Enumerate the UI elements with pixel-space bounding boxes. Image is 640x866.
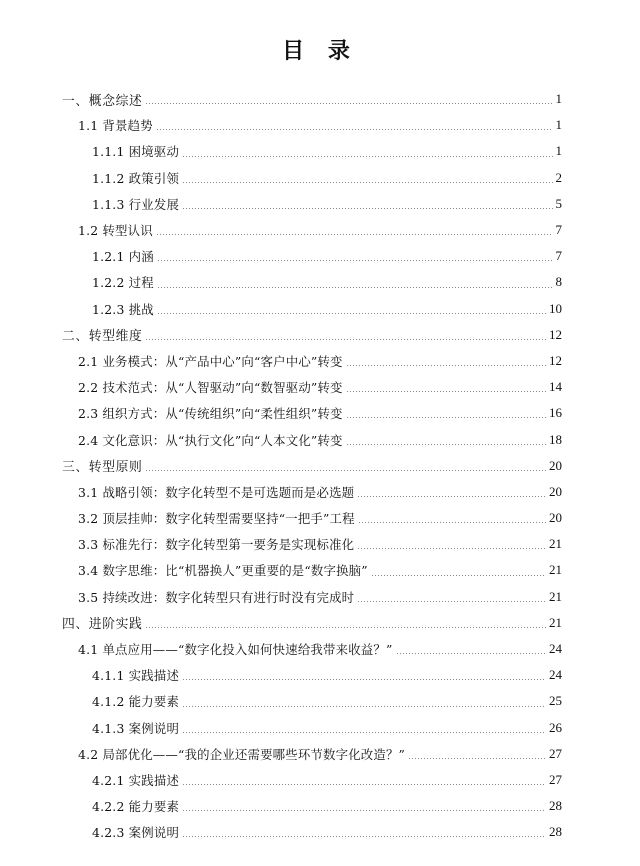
toc-entry[interactable] (0, 348, 640, 374)
toc-page-number: 24 (549, 667, 562, 683)
dot-leader (357, 601, 546, 602)
toc-entry[interactable] (0, 584, 640, 610)
toc-page-number: 10 (549, 300, 562, 316)
toc-entry[interactable] (0, 191, 640, 217)
toc-entry[interactable] (0, 662, 640, 688)
toc-entry[interactable] (0, 453, 640, 479)
toc-entry-title: 4.2 局部优化——“我的企业还需要哪些环节数字化改造？” (78, 746, 406, 762)
dot-leader (182, 732, 546, 733)
dot-leader (156, 129, 553, 130)
toc-entry[interactable] (0, 557, 640, 583)
dot-leader (182, 208, 552, 209)
toc-page-number: 20 (549, 510, 562, 526)
dot-leader (346, 417, 546, 418)
toc-entry-title: 3.2 顶层挂帅：数字化转型需要坚持“一把手”工程 (78, 511, 355, 527)
dot-leader (346, 444, 546, 445)
toc-page-number: 21 (549, 562, 562, 578)
dot-leader (182, 836, 546, 837)
toc-entry[interactable] (0, 479, 640, 505)
page-title: 目 录 (282, 39, 358, 64)
toc-entry-title: 2.1 业务模式：从“产品中心”向“客户中心”转变 (78, 353, 343, 369)
toc-page-number: 12 (549, 326, 562, 342)
toc-entry[interactable] (0, 531, 640, 557)
toc-entry-title: 2.4 文化意识：从“执行文化”向“人本文化”转变 (78, 432, 343, 448)
toc-entry[interactable] (0, 505, 640, 531)
toc-entry-title: 1.1.1 困境驱动 (92, 144, 180, 160)
toc-page-number: 16 (549, 405, 562, 421)
toc-page-number: 28 (549, 824, 562, 840)
toc-entry[interactable] (0, 610, 640, 636)
table-of-contents (0, 86, 640, 845)
dot-leader (182, 156, 552, 157)
toc-entry-title: 2.2 技术范式：从“人智驱动”向“数智驱动”转变 (78, 380, 343, 396)
toc-entry[interactable] (0, 400, 640, 426)
toc-page-number: 20 (549, 483, 562, 499)
dot-leader (145, 627, 546, 628)
toc-entry[interactable] (0, 217, 640, 243)
toc-entry-title: 1.2 转型认识 (78, 223, 153, 239)
toc-entry-title: 1.2.3 挑战 (92, 301, 154, 317)
toc-entry[interactable] (0, 793, 640, 819)
toc-entry[interactable] (0, 296, 640, 322)
toc-entry[interactable] (0, 767, 640, 793)
toc-page-number: 21 (549, 614, 562, 630)
dot-leader (182, 679, 546, 680)
toc-entry-title: 1.2.2 过程 (92, 275, 154, 291)
toc-entry-title: 4.1.2 能力要素 (92, 694, 180, 710)
toc-page-number: 1 (555, 117, 562, 133)
dot-leader (145, 470, 546, 471)
dot-leader (156, 234, 553, 235)
dot-leader (182, 706, 546, 707)
toc-page-number: 28 (549, 798, 562, 814)
toc-entry-title: 三、转型原则 (62, 460, 143, 476)
toc-entry-title: 1.1.3 行业发展 (92, 196, 180, 212)
dot-leader (346, 391, 546, 392)
toc-page-number: 21 (549, 536, 562, 552)
dot-leader (182, 182, 552, 183)
toc-entry-title: 3.5 持续改进：数字化转型只有进行时没有完成时 (78, 589, 355, 605)
toc-page-number: 25 (549, 693, 562, 709)
toc-entry-title: 4.1.3 案例说明 (92, 720, 180, 736)
toc-page-number: 12 (549, 352, 562, 368)
toc-entry[interactable] (0, 688, 640, 714)
toc-page-number: 21 (549, 588, 562, 604)
toc-entry-title: 二、转型维度 (62, 329, 143, 345)
toc-page-number: 5 (555, 195, 562, 211)
toc-page-number: 7 (555, 248, 562, 264)
toc-entry[interactable] (0, 741, 640, 767)
toc-page-number: 1 (555, 91, 562, 107)
dot-leader (145, 339, 546, 340)
toc-entry-title: 4.2.1 实践描述 (92, 772, 180, 788)
toc-entry-title: 1.2.1 内涵 (92, 249, 154, 265)
toc-entry[interactable] (0, 426, 640, 452)
dot-leader (157, 287, 553, 288)
toc-page-number: 7 (555, 222, 562, 238)
toc-page-number: 14 (549, 379, 562, 395)
toc-entry[interactable] (0, 112, 640, 138)
toc-page-number: 27 (549, 745, 562, 761)
toc-entry[interactable] (0, 322, 640, 348)
toc-entry[interactable] (0, 636, 640, 662)
toc-entry-title: 一、概念综述 (62, 93, 143, 109)
toc-entry[interactable] (0, 819, 640, 845)
dot-leader (408, 758, 546, 759)
toc-entry-title: 4.2.2 能力要素 (92, 799, 180, 815)
toc-page-number: 8 (555, 274, 562, 290)
toc-entry-title: 四、进阶实践 (62, 617, 143, 633)
toc-page-number: 27 (549, 771, 562, 787)
dot-leader (182, 784, 546, 785)
dot-leader (396, 653, 546, 654)
toc-entry-title: 1.1.2 政策引领 (92, 170, 180, 186)
toc-entry[interactable] (0, 243, 640, 269)
toc-entry-title: 1.1 背景趋势 (78, 118, 153, 134)
toc-entry[interactable] (0, 715, 640, 741)
toc-entry-title: 4.1.1 实践描述 (92, 668, 180, 684)
toc-page-number: 24 (549, 641, 562, 657)
toc-entry-title: 4.1 单点应用——“数字化投入如何快速给我带来收益？” (78, 642, 393, 658)
toc-entry[interactable] (0, 374, 640, 400)
dot-leader (358, 522, 546, 523)
toc-page-number: 26 (549, 719, 562, 735)
dot-leader (346, 365, 546, 366)
dot-leader (357, 548, 546, 549)
toc-entry-title: 3.1 战略引领：数字化转型不是可选题而是必选题 (78, 484, 355, 500)
toc-entry-title: 3.3 标准先行：数字化转型第一要务是实现标准化 (78, 537, 355, 553)
toc-entry[interactable] (0, 138, 640, 164)
dot-leader (157, 260, 553, 261)
toc-page-number: 2 (555, 169, 562, 185)
dot-leader (145, 103, 552, 104)
toc-entry[interactable] (0, 269, 640, 295)
toc-page-number: 18 (549, 431, 562, 447)
toc-entry[interactable] (0, 86, 640, 112)
dot-leader (371, 575, 546, 576)
toc-entry-title: 2.3 组织方式：从“传统组织”向“柔性组织”转变 (78, 406, 343, 422)
toc-page-number: 20 (549, 457, 562, 473)
toc-entry-title: 4.2.3 案例说明 (92, 825, 180, 841)
toc-entry[interactable] (0, 165, 640, 191)
dot-leader (357, 496, 546, 497)
dot-leader (157, 313, 546, 314)
toc-entry-title: 3.4 数字思维：比“机器换人”更重要的是“数字换脑” (78, 563, 368, 579)
dot-leader (182, 810, 546, 811)
toc-page-number: 1 (555, 143, 562, 159)
